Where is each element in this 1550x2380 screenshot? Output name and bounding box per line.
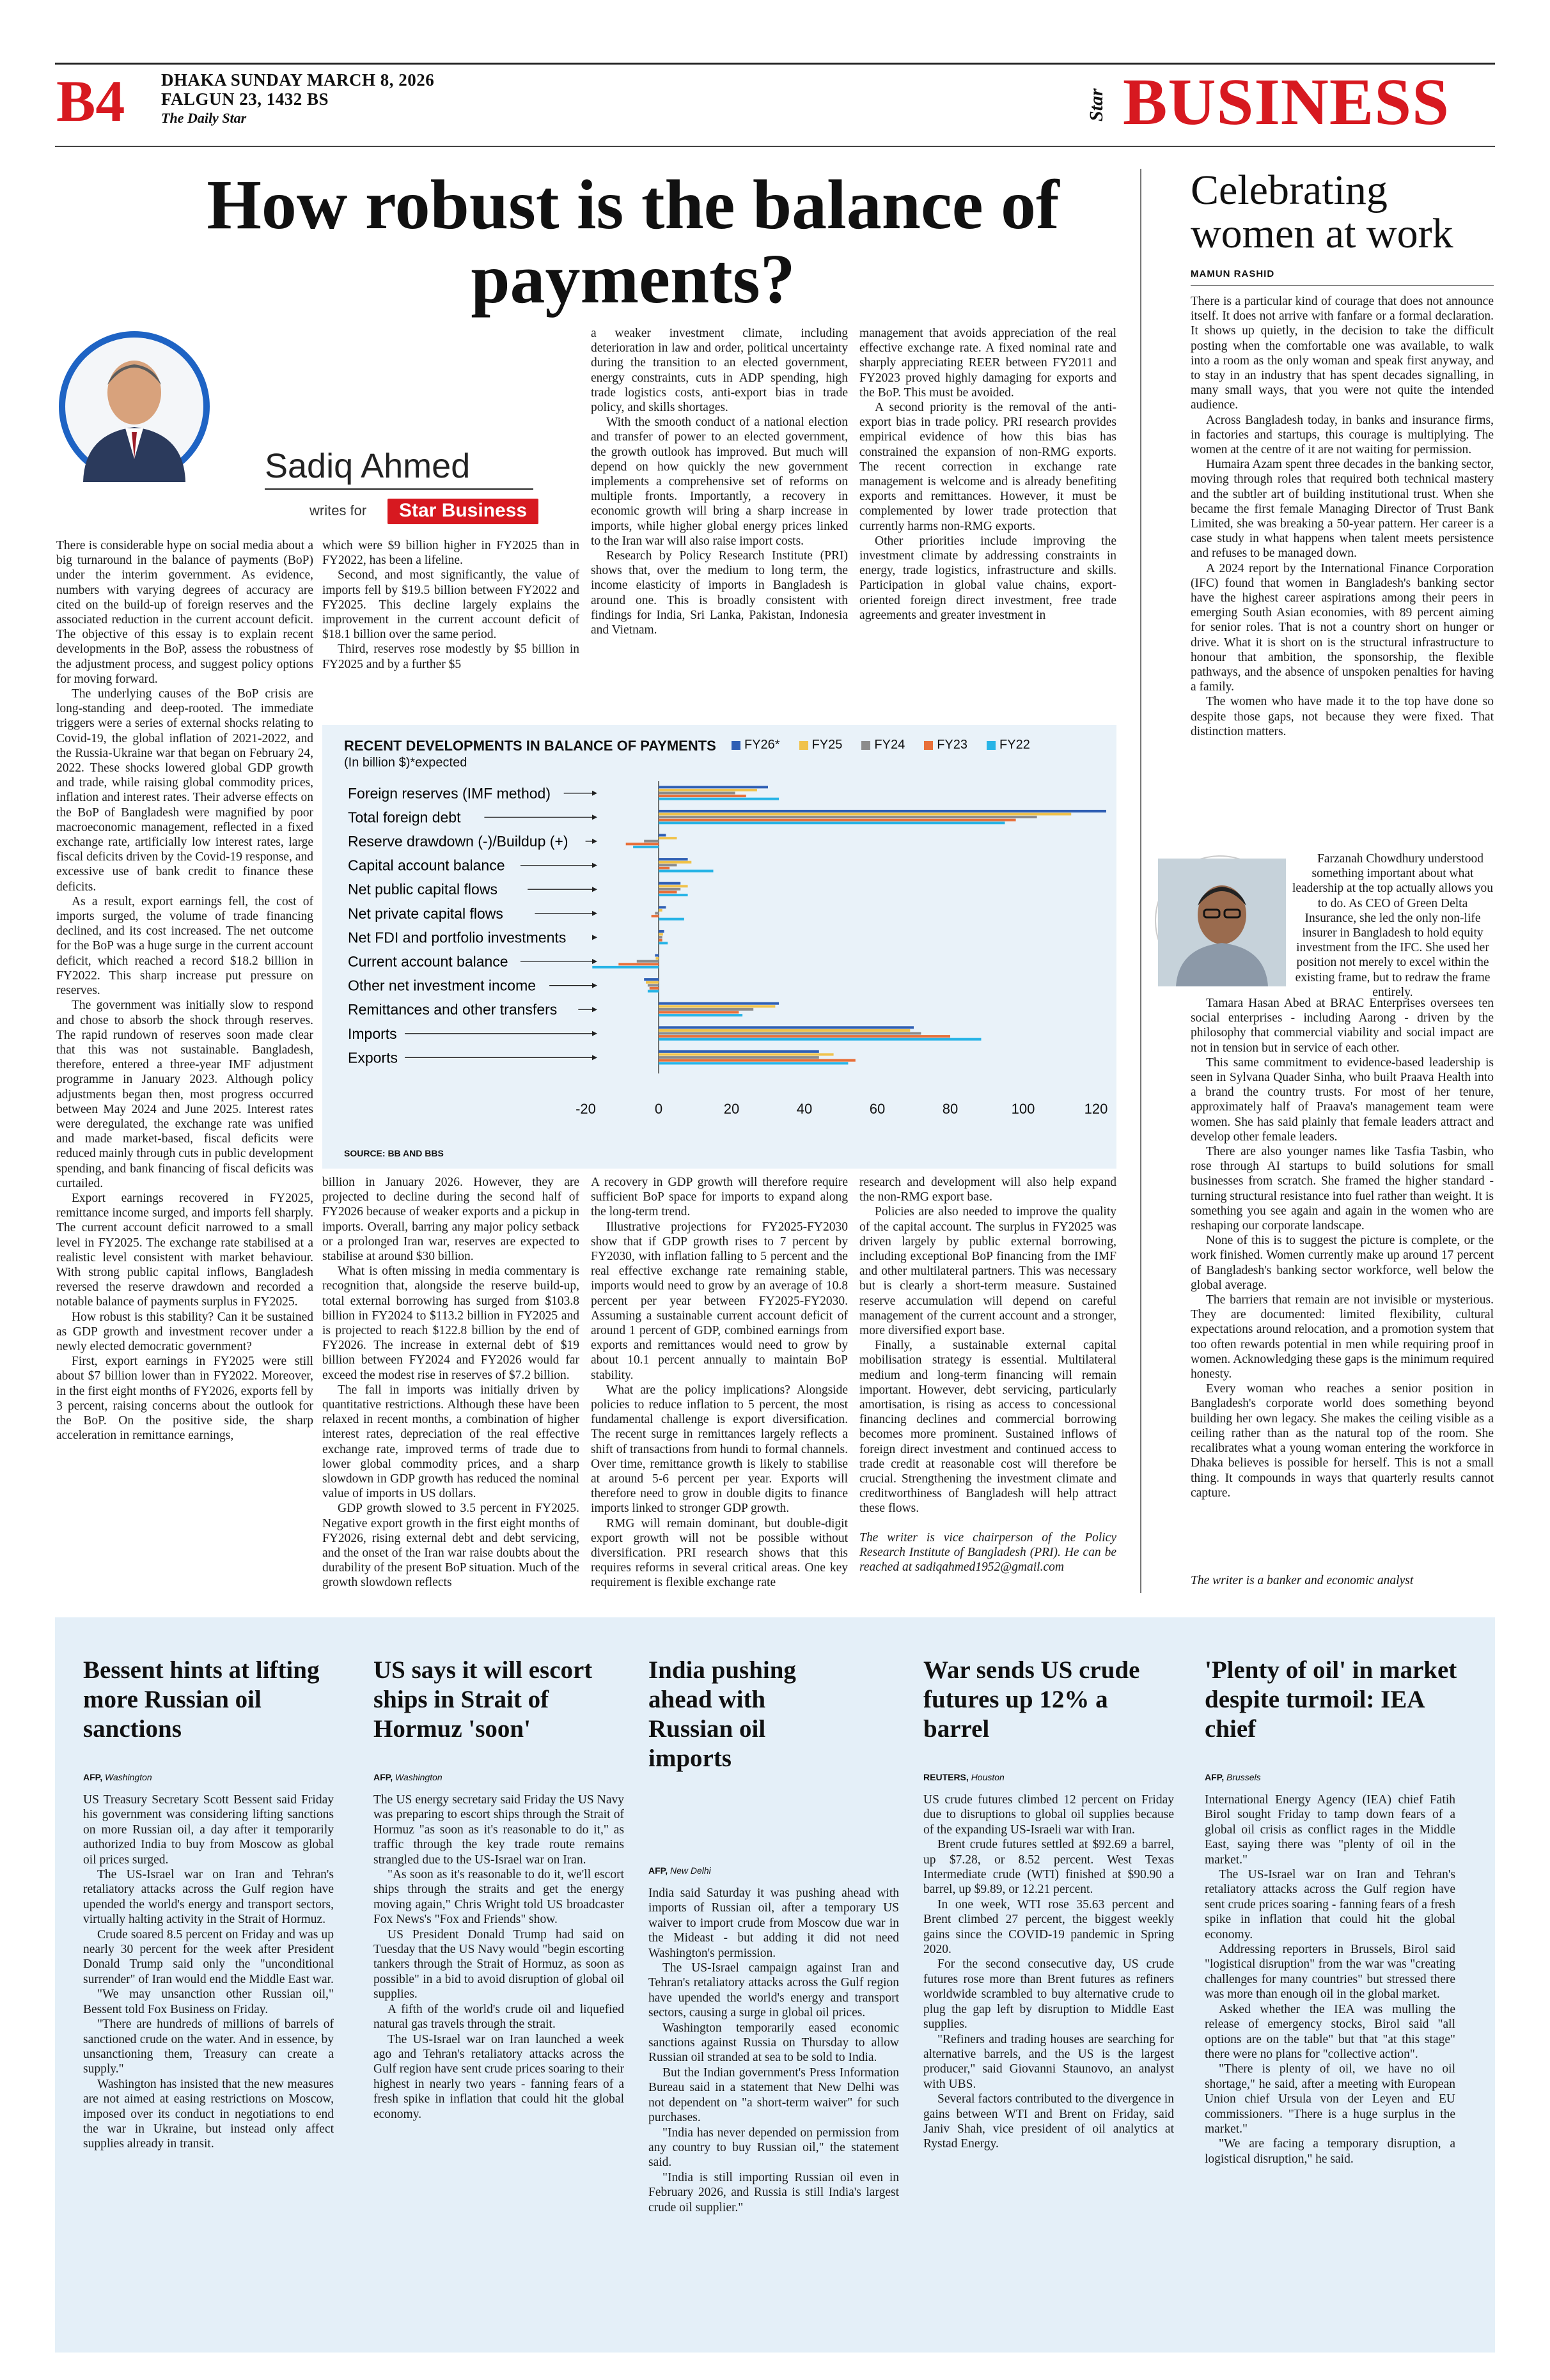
category-label: Remittances and other transfers [348, 1001, 558, 1018]
paragraph: "As soon as it's reasonable to do it, we'll escort ships through the straits and get the energy moving again," Chris Wright told US broadcaster Fox News's "Fox and Friends" show. [373, 1868, 624, 1927]
side-byline: MAMUN RASHID [1191, 268, 1275, 279]
category-arrow [592, 1007, 597, 1012]
paragraph: The government was initially slow to respond and chose to absorb the shock through reserves. The rapid rundown of reserves soon made clear that this was not sustainable. Bangladesh, therefore, entered a three-year IMF adjustment programme in January 2023. Although policy adjustments began then, most progress occurred between May 2024 and June 2025. Interest rates were deregulated, the exchange rate was unified and made market-based, fiscal deficits were reduced mainly through cuts in public development spending, and bank financing of fiscal deficits was curtailed. [56, 999, 313, 1190]
writes-for-label: writes for [309, 502, 367, 518]
main-col1 [56, 538, 313, 1592]
paragraph: Across Bangladesh today, in banks and insurance firms, in factories and startups, this courage is multiplying. The women at the centre of it are not waiting for permission. [1191, 413, 1494, 457]
bar-FY23-10 [659, 1035, 950, 1038]
paragraph: How robust is this stability? Can it be sustained as GDP growth and investment recover under a newly elected democratic government? [56, 1310, 313, 1353]
side-col-wrap [1292, 852, 1494, 999]
category-arrow [592, 863, 597, 868]
paragraph: None of this is to suggest the picture is complete, or the work finished. Women currently make up around 17 percent of Bangladesh's banking sector workforce, well below the global average. [1191, 1234, 1494, 1292]
bar-FY22-8 [648, 990, 659, 993]
main-col2-top [322, 538, 579, 715]
bar-FY25-3 [659, 861, 691, 864]
paragraph: What are the policy implications? Alongside policies to reduce inflation to 5 percent, the most fundamental challenge is export diversification. The recent surge in remittances largely reflects a shift of transactions from hundi to formal channels. Over time, remittance growth is likely to stabilise at around 5-6 percent per year. Exports will therefore need to grow in double digits to finance imports linked to stronger GDP growth. [591, 1383, 848, 1516]
bar-FY22-4 [659, 894, 688, 896]
side-col-bottom [1191, 996, 1494, 1571]
paragraph: India said Saturday it was pushing ahead with imports of Russian oil, after a temporary US waiver to import crude from Moscow due war in the Mideast - but adding it did not need Washington's permission. [648, 1886, 899, 1960]
bar-FY26-0 [659, 786, 768, 788]
category-arrow [592, 911, 597, 916]
paragraph: "We are facing a temporary disruption, a logistical disruption," he said. [1205, 2137, 1455, 2166]
paragraph: management that avoids appreciation of the real effective exchange rate. A fixed nominal rate and sharply appreciating REER between FY2011 and FY2023 proved highly damaging for exports and the BoP. This must be avoided. [859, 327, 1116, 400]
paragraph: "There is plenty of oil, we have no oil shortage," he said, after a meeting with European Union chief Ursula von der Leyen and EU commissioners. "There is a huge surplus in the market." [1205, 2062, 1455, 2136]
chart-title: RECENT DEVELOPMENTS IN BALANCE OF PAYMENTS [344, 738, 716, 754]
category-label: Net FDI and portfolio investments [348, 929, 567, 946]
story5-place: Brussels [1226, 1772, 1261, 1782]
chart-source: SOURCE: BB AND BBS [344, 1148, 444, 1158]
bar-FY22-10 [659, 1038, 981, 1041]
story3-headline: India pushing ahead with Russian oil imports [648, 1656, 796, 1772]
side-byline-rule [1191, 285, 1494, 286]
story2-agency: AFP, [373, 1772, 393, 1782]
category-label: Current account balance [348, 953, 508, 970]
main-col2-bottom [322, 1175, 579, 1592]
main-col3-top [591, 326, 848, 715]
author-note: The writer is vice chairperson of the Policy Research Institute of Bangladesh (PRI). He can be reached at sadiqahmed1952@gmail.com [859, 1530, 1116, 1575]
bar-FY23-0 [659, 795, 746, 797]
x-tick-label: 60 [869, 1101, 886, 1117]
paragraph: Export earnings recovered in FY2025, remittance income surged, and imports fell sharply. The current account deficit narrowed to a small level in FY2025. The exchange rate stabilised at a realistic level consistent with market behaviour. With strong public capital inflows, Bangladesh reversed the reserve drawdown and recorded a notable balance of payments surplus in FY2025. [56, 1191, 313, 1309]
bar-FY26-1 [659, 810, 1106, 813]
side-note: The writer is a banker and economic analyst [1191, 1574, 1414, 1587]
paragraph: "India is still importing Russian oil even in February 2026, and Russia is still India's largest crude oil supplier." [648, 2170, 899, 2214]
bar-FY25-0 [659, 789, 757, 791]
paragraph: The US-Israel war on Iran and Tehran's retaliatory attacks across the Gulf region have sent crude prices soaring - fanning fears of a fresh spike in inflation that could hit the global economy. [1205, 1868, 1455, 1941]
header-bottom-rule [55, 146, 1495, 147]
story4-agency: REUTERS, [923, 1772, 969, 1782]
bar-FY22-7 [592, 966, 659, 968]
category-arrow [592, 959, 597, 964]
bar-FY25-2 [659, 837, 677, 839]
story4-headline: War sends US crude futures up 12% a barrel [923, 1656, 1140, 1743]
side-photo [1156, 857, 1284, 984]
story5-headline: 'Plenty of oil' in market despite turmoil: IEA chief [1205, 1656, 1457, 1743]
paragraph: Asked whether the IEA was mulling the release of emergency stocks, Birol said "all options are on the table" but that "at this stage" there were no plans for "collective action". [1205, 2002, 1455, 2061]
paragraph: The fall in imports was initially driven by quantitative restrictions. Although these have been relaxed in recent months, a combination of higher interest rates, depreciation of the real effective exchange rate, improved terms of trade due to lower global commodity prices, and a sharp slowdown in GDP growth has reduced the nominal value of imports in US dollars. [322, 1383, 579, 1501]
chart-subtitle: (In billion $)*expected [344, 756, 467, 770]
paragraph: research and development will also help expand the non-RMG export base. [859, 1176, 1116, 1204]
paragraph: Third, reserves rose modestly by $5 billion in FY2025 and by a further $5 [322, 642, 579, 671]
bar-FY25-8 [646, 981, 659, 984]
dateline-date: DHAKA SUNDAY MARCH 8, 2026 [161, 70, 435, 89]
bar-FY26-10 [659, 1026, 914, 1029]
bar-FY24-8 [648, 984, 659, 986]
chart-plot [322, 725, 1116, 1169]
legend-label: FY23 [937, 738, 968, 752]
story1-headline: Bessent hints at lifting more Russian oil sanctions [83, 1656, 320, 1743]
x-tick-label: 80 [942, 1101, 959, 1117]
category-label: Total foreign debt [348, 809, 461, 826]
star-business-badge: Star Business [388, 499, 538, 524]
bar-FY22-9 [659, 1014, 742, 1016]
paragraph: As a result, export earnings fell, the cost of imports surged, the volume of trade financing declined, and its cost increased. The net outcome for the BoP was a huge surge in the current account deficit, which reached a record $18.2 billion in FY2022. This sharp increase put pressure on reserves. [56, 894, 313, 998]
paragraph: There is considerable hype on social media about a big turnaround in the balance of payments (BoP) under the interim government. As evidence, numbers with varying degrees of accuracy are cited on the build-up of foreign reserves and the associated reduction in the current account deficit. The objective of this essay is to explain recent developments in the BoP, assess the robustness of the adjustment process, and suggest policy options for moving forward. [56, 539, 313, 686]
bar-FY24-4 [659, 888, 680, 891]
paragraph: Washington has insisted that the new measures are not aimed at easing restrictions on Moscow, imposed over its conduct in negotiations to end the war in Ukraine, but instead only affect supplies already in transit. [83, 2077, 334, 2151]
author-photo [59, 331, 210, 482]
category-label: Exports [348, 1049, 398, 1066]
masthead-small: The Daily Star [161, 110, 247, 126]
bar-FY24-11 [659, 1056, 819, 1059]
paragraph: Humaira Azam spent three decades in the banking sector, moving through roles that required both technical mastery and the subtler art of building institutional trust. When she became the first female Managing Director of Trust Bank Limited, she was breaking a 50-year pattern. Her career is a case study in what happens when talent meets persistence and refuses to be managed down. [1191, 458, 1494, 561]
bar-FY24-3 [659, 864, 677, 866]
story3-credit [648, 1865, 711, 1876]
paragraph: The US-Israel war on Iran and Tehran's retaliatory attacks across the Gulf region have upended the world's energy and transport sectors, virtually halting activity in the Strait of Hormuz. [83, 1868, 334, 1927]
bar-FY22-3 [659, 870, 714, 873]
paragraph: Several factors contributed to the divergence in gains between WTI and Brent on Friday, said Janiv Shah, vice president of oil analytics at Rystad Energy. [923, 2092, 1174, 2151]
paragraph: which were $9 billion higher in FY2025 than in FY2022, has been a lifeline. [322, 539, 579, 568]
category-arrow [592, 1055, 597, 1060]
paragraph: International Energy Agency (IEA) chief Fatih Birol sought Friday to tamp down fears of a global oil crisis as conflict rages in the Middle East, saying there was "plenty of oil in the market." [1205, 1793, 1455, 1867]
paragraph: a weaker investment climate, including deterioration in law and order, political uncertainty during the transition to an elected government, energy constraints, cuts in ADP spending, high trade logistics costs, anti-export bias in trade policy, and skills shortages. [591, 327, 848, 415]
story2-headline: US says it will escort ships in Strait of Hormuz 'soon' [373, 1656, 593, 1743]
story2-credit [373, 1772, 442, 1782]
paragraph: US Treasury Secretary Scott Bessent said Friday his government was considering lifting sanctions on more Russian oil, a day after it temporarily authorized India to buy from Moscow as global oil prices surged. [83, 1793, 334, 1867]
category-label: Capital account balance [348, 857, 505, 874]
bar-FY22-1 [659, 821, 1005, 824]
author-underline [265, 488, 533, 490]
main-col4-top [859, 326, 1116, 715]
bar-FY24-5 [655, 912, 659, 915]
bar-FY24-1 [659, 816, 1037, 818]
category-arrow [592, 839, 597, 844]
bar-FY23-2 [626, 843, 659, 845]
bar-FY23-6 [659, 939, 662, 942]
side-headline: Celebrating women at work [1191, 167, 1453, 257]
section-name: BUSINESS [1123, 65, 1450, 139]
bar-FY24-9 [659, 1008, 753, 1011]
bar-FY22-5 [659, 918, 684, 921]
category-label: Imports [348, 1025, 397, 1042]
bar-FY26-11 [659, 1050, 819, 1053]
bop-chart [322, 725, 1116, 1169]
x-tick-label: 100 [1011, 1101, 1035, 1117]
paragraph: Tamara Hasan Abed at BRAC Enterprises oversees ten social enterprises - including Aarong - driven by the philosophy that commercial viability and social impact are not in tension but in service of each other. [1191, 997, 1494, 1055]
story4-body [923, 1793, 1174, 2336]
paragraph: A second priority is the removal of the anti-export bias in trade policy. PRI research provides empirical evidence of how this bias has constrained the expansion of non-RMG exports. The recent correction in exchange rate management is welcome and is already benefiting exports and remittances. However, it must be complemented by lower trade protection that currently harms non-RMG exports. [859, 401, 1116, 533]
story3-body [648, 1886, 899, 2333]
bar-FY26-7 [655, 954, 659, 957]
side-col-top [1191, 294, 1494, 844]
paragraph: A 2024 report by the International Finance Corporation (IFC) found that women in Bangladesh's banking sector have the highest career aspirations among their peers in emerging South Asian economies, with 89 percent aiming for senior roles. That is not a country short on hunger or drive. What it is short on is the structural infrastructure to honour that ambition, the sponsorship, the flexible pathways, and the absence of unspoken penalties for having a family. [1191, 561, 1494, 694]
x-tick-label: 120 [1084, 1101, 1108, 1117]
bar-FY23-11 [659, 1059, 856, 1062]
legend-label: FY25 [811, 738, 843, 752]
bar-FY24-7 [637, 960, 659, 963]
paragraph: Finally, a sustainable external capital mobilisation strategy is essential. Multilateral medium and long-term financing will remain important. However, debt servicing, particularly amortisation, is rising as access to concessional financing declines and commercial borrowing becomes more prominent. Sustained inflows of foreign direct investment and continued access to trade credit at reasonable cost will therefore be crucial. Strengthening the investment climate and creditworthiness of Bangladesh will help attract these flows. [859, 1339, 1116, 1516]
bar-FY26-3 [659, 858, 688, 860]
bar-FY22-0 [659, 798, 779, 800]
paragraph: This same commitment to evidence-based leadership is seen in Sylvana Quader Sinha, who built Praava Health into a brand the country trusts. For most of her tenure, approximately half of Praava's management team were women. She has said plainly that female leaders attract and develop other female leaders. [1191, 1055, 1494, 1144]
paragraph: But the Indian government's Press Information Bureau said in a statement that New Delhi was not dependent on "a short-term waiver" for such purchases. [648, 2065, 899, 2125]
dateline-bangla: FALGUN 23, 1432 BS [161, 89, 329, 109]
story5-agency: AFP, [1205, 1772, 1225, 1782]
bar-FY24-2 [644, 840, 659, 843]
paragraph: A recovery in GDP growth will therefore require sufficient BoP space for imports to expand along the long-term trend. [591, 1176, 848, 1219]
paragraph: For the second consecutive day, US crude futures rose more than Brent futures as refiners worldwide scrambled to buy alternative crude to plug the gap left by disruption to Middle East supplies. [923, 1957, 1174, 2032]
x-tick-label: 0 [654, 1101, 663, 1117]
bar-FY26-9 [659, 1002, 779, 1005]
story2-body [373, 1793, 624, 2336]
paragraph: Policies are also needed to improve the quality of the capital account. The surplus in FY2025 was driven largely by public external borrowing, including exceptional BoP financing from the IMF and other multilateral partners. This was necessary but is clearly a short-term measure. Sustained reserve accumulation will depend on careful management of the current account and a stronger, more diversified export base. [859, 1205, 1116, 1338]
story5-body [1205, 1793, 1455, 2336]
bar-FY25-4 [659, 885, 688, 887]
bar-FY22-6 [659, 942, 668, 944]
paragraph: The US energy secretary said Friday the US Navy was preparing to escort ships through the Strait of Hormuz "as soon as it's reasonable to do it," as traffic through the key trade route remains strangled due to the US-Israel war on Iran. [373, 1793, 624, 1867]
paragraph: The underlying causes of the BoP crisis are long-standing and deep-rooted. The immediate triggers were a series of external shocks relating to Covid-19, the global inflation of 2021-2022, and the Russia-Ukraine war that began on February 24, 2022. These shocks lowered global GDP growth and trade, while raising global commodity prices, inflation and interest rates. Their adverse effects on the BoP of Bangladesh were magnified by poor macroeconomic management, reflected in a fixed exchange rate, artificially low interest rates, large fiscal deficits driven by the Covid-19 response, and excessive use of bank credit to finance these deficits. [56, 687, 313, 894]
bar-FY22-2 [633, 846, 659, 848]
paragraph: US President Donald Trump had said on Tuesday that the US Navy would "begin escorting tankers through the Strait of Hormuz, as soon as possible" in a bid to avoid disruption of global oil supplies. [373, 1927, 624, 2002]
bar-FY24-0 [659, 792, 735, 795]
paragraph: Washington temporarily eased economic sanctions against Russia on Thursday to allow Russian oil stranded at sea to be sold to India. [648, 2021, 899, 2065]
main-headline: How robust is the balance of payments? [207, 166, 1060, 318]
bar-FY25-7 [655, 957, 659, 960]
main-col4-bottom [859, 1175, 1116, 1592]
paragraph: There is a particular kind of courage that does not announce itself. It does not arrive with fanfare or a formal declaration. It shows up quietly, in the decision to take the difficult posting when the comfortable one was available, to walk into a room as the only woman and speak first anyway, and to stay in an industry that has spent decades signalling, in many small ways, that you were not quite the intended audience. [1191, 295, 1494, 412]
category-label: Other net investment income [348, 977, 536, 994]
story3-place: New Delhi [669, 1865, 711, 1876]
bar-FY23-1 [659, 819, 1016, 821]
category-arrow [592, 935, 597, 940]
paragraph: billion in January 2026. However, they are projected to decline during the second half of FY2026 because of weaker exports and a pickup in imports. Overall, barring any major policy setback or a prolonged Iran war, reserves are expected to stabilise at around $30 billion. [322, 1176, 579, 1264]
main-col3-bottom [591, 1175, 848, 1592]
category-arrow [592, 791, 597, 796]
paragraph: With the smooth conduct of a national election and transfer of power to an elected government, the growth outlook has improved. But much will depend on how quickly the new government implements a comprehensive set of reforms on multiple fronts. Importantly, a recovery in economic growth will bring a sharp increase in imports, while higher global energy prices linked to the Iran war will also raise import costs. [591, 416, 848, 548]
paragraph: GDP growth slowed to 3.5 percent in FY2025. Negative export growth in the first eight months of FY2026, rising external debt and debt servicing, and the onset of the Iran war raise doubts about the durability of the present BoP situation. Much of the growth slowdown reflects [322, 1502, 579, 1590]
page-number: B4 [56, 68, 125, 134]
column-rule-main [1140, 169, 1141, 1593]
bar-FY25-1 [659, 813, 1071, 816]
paragraph: RMG will remain dominant, but double-digit export growth will not be possible without diversification. PRI research shows that this requires reforms in several critical areas. One key requirement is flexible exchange rate [591, 1516, 848, 1590]
bar-FY23-7 [618, 963, 659, 965]
author-name: Sadiq Ahmed [265, 447, 471, 485]
bar-FY25-6 [659, 933, 663, 936]
legend-label: FY26* [744, 738, 780, 752]
paragraph: The barriers that remain are not invisible or mysterious. They are documented: limited flexibility, cultural expectations around relocation, and a promotion system that too often rewards potential in men while requiring proof in women. Acknowledging these gaps is the minimum required honesty. [1191, 1293, 1494, 1381]
category-arrow [592, 887, 597, 892]
category-label: Reserve drawdown (-)/Buildup (+) [348, 833, 568, 850]
top-rule [55, 63, 1495, 65]
bar-FY24-10 [659, 1032, 921, 1035]
paragraph: What is often missing in media commentary is recognition that, alongside the reserve build-up, total external borrowing has surged from $103.8 billion in FY2024 to $113.2 billion in FY2025 and is projected to reach $122.8 billion by the end of FY2026. The increase in external debt of $19 billion between FY2024 and FY2026 would far exceed the modest rise in reserves of $7.2 billion. [322, 1264, 579, 1382]
paragraph: First, export earnings in FY2025 were still about $7 billion lower than in FY2022. Moreover, in the first eight months of FY2026, exports fell by 3 percent, raising concerns about the outlook for the BoP. On the positive side, the sharp acceleration in remittance earnings, [56, 1355, 313, 1443]
story1-agency: AFP, [83, 1772, 103, 1782]
paragraph: There are also younger names like Tasfia Tasbin, who rose through AI startups to build solutions for small businesses from scratch. She framed the higher standard - turning structural resistance into fuel rather than weight. It is something you see again and again in the women who are reshaping our corporate landscape. [1191, 1145, 1494, 1233]
legend-label: FY22 [999, 738, 1030, 752]
paragraph: "We may unsanction other Russian oil," Bessent told Fox Business on Friday. [83, 1987, 334, 2016]
paragraph: Brent crude futures settled at $92.69 a barrel, up $7.28, or 8.52 percent. West Texas Intermediate crude (WTI) finished at $90.90 a barrel, up $9.89, or 12.21 percent. [923, 1838, 1174, 1897]
paragraph: US crude futures climbed 12 percent on Friday due to disruptions to global oil supplies because of the expanding US-Israeli war with Iran. [923, 1793, 1174, 1837]
bar-FY26-4 [659, 882, 680, 885]
paragraph: Farzanah Chowdhury understood something important about what leadership at the top actually allows you to do. As CEO of Green Delta Insurance, she led the only non-life insurer in Bangladesh to hold equity investment from the IFC. She used her position not merely to excel within the existing frame, but to redraw the frame entirely. [1292, 852, 1494, 999]
story1-credit [83, 1772, 152, 1782]
bar-FY26-8 [644, 978, 659, 981]
category-label: Net public capital flows [348, 881, 497, 898]
story2-place: Washington [395, 1772, 442, 1782]
paragraph: The women who have made it to the top have done so despite those gaps, not because they were fixed. That distinction matters. [1191, 695, 1494, 738]
legend-label: FY24 [874, 738, 905, 752]
paragraph: The US-Israel campaign against Iran and Tehran's retaliatory attacks across the Gulf region have upended the world's energy and transport sectors, causing a surge in global oil prices. [648, 1961, 899, 2020]
category-arrow [592, 1031, 597, 1036]
story4-credit [923, 1772, 1005, 1782]
bar-FY23-8 [650, 987, 659, 990]
paragraph: The US-Israel war on Iran launched a week ago and Tehran's retaliatory attacks across the Gulf region have sent crude prices soaring to their highest in nearly two years - fanning fears of a fresh spike in inflation that could hit the global economy. [373, 2032, 624, 2121]
paragraph: In one week, WTI rose 35.63 percent and Brent climbed 27 percent, the biggest weekly gains since the COVID-19 pandemic in Spring 2020. [923, 1897, 1174, 1957]
paragraph: Crude soared 8.5 percent on Friday and was up nearly 30 percent for the week after President Donald Trump said only the "unconditional surrender" of Iran would end the Middle East war. [83, 1927, 334, 1986]
story5-credit [1205, 1772, 1261, 1782]
paragraph: "India has never depended on permission from any country to buy Russian oil," the statement said. [648, 2126, 899, 2170]
story3-agency: AFP, [648, 1865, 668, 1876]
x-tick-label: -20 [575, 1101, 596, 1117]
bar-FY22-11 [659, 1062, 848, 1064]
paragraph: A fifth of the world's crude oil and liquefied natural gas travels through the strait. [373, 2002, 624, 2032]
category-label: Net private capital flows [348, 905, 503, 922]
bar-FY25-10 [659, 1029, 910, 1032]
section-star-logo: Star [1086, 88, 1107, 121]
x-tick-label: 40 [796, 1101, 813, 1117]
x-tick-label: 20 [723, 1101, 740, 1117]
paragraph: "There are hundreds of millions of barrels of sanctioned crude on the water. And in essence, by unsanctioning them, Treasury can create a supply." [83, 2018, 334, 2076]
bar-FY26-6 [659, 930, 664, 933]
bar-FY25-5 [659, 909, 662, 912]
story1-place: Washington [104, 1772, 152, 1782]
paragraph: Addressing reporters in Brussels, Birol said "logistical disruption" from the war was "creating challenges for many countries" but stressed there was more than enough oil in the global market. [1205, 1943, 1455, 2002]
story4-place: Houston [971, 1772, 1005, 1782]
category-arrow [592, 983, 597, 988]
paragraph: Second, and most significantly, the value of imports fell by $19.5 billion between FY2022 and FY2025. This decline largely explains the improvement in the current account deficit of $18.1 billion over the same period. [322, 568, 579, 642]
paragraph: Other priorities include improving the investment climate by addressing constraints in energy, trade logistics, infrastructure and skills. Participation in global value chains, export-oriented foreign direct investment, free trade agreements and greater investment in [859, 534, 1116, 622]
paragraph: Every woman who reaches a senior position in Bangladesh's corporate world does something beyond building her own legacy. She makes the ceiling visible as a ceiling rather than as the natural top of the room. She recalibrates what a young woman entering the workforce in Dhaka believes is possible for herself. This is not a small thing. It compounds in ways that quarterly results cannot capture. [1191, 1382, 1494, 1500]
paragraph: Research by Policy Research Institute (PRI) shows that, over the medium to long term, the income elasticity of imports in Bangladesh is around one. This is broadly consistent with findings for India, Sri Lanka, Pakistan, Indonesia and Vietnam. [591, 549, 848, 637]
bar-FY23-9 [659, 1011, 739, 1014]
author-portrait-icon [59, 331, 210, 482]
bar-FY25-11 [659, 1054, 834, 1056]
bar-FY26-5 [659, 906, 666, 908]
bar-FY23-4 [659, 891, 677, 894]
bar-FY26-2 [659, 834, 666, 837]
bar-FY23-3 [659, 867, 669, 869]
paragraph: Illustrative projections for FY2025-FY2030 show that if GDP growth rises to 7 percent by FY2030, with inflation falling to 5 percent and the real effective exchange rate remaining stable, imports would need to grow by an average of 10.8 percent per year between FY2025-FY2030. Assuming a sustainable current account deficit of around 1 percent of GDP, combined earnings from exports and remittances would need to grow by about 10.1 percent annually to maintain BoP stability. [591, 1220, 848, 1382]
bar-FY25-9 [659, 1005, 775, 1007]
paragraph: "Refiners and trading houses are searching for alternative barrels, and the US is the largest producer," said Giovanni Staunovo, an analyst with UBS. [923, 2032, 1174, 2091]
bar-FY24-6 [659, 936, 662, 938]
story1-body [83, 1793, 334, 2336]
bar-FY23-5 [652, 915, 659, 917]
side-portrait-icon [1158, 859, 1286, 986]
category-label: Foreign reserves (IMF method) [348, 784, 551, 802]
category-arrow [592, 814, 597, 820]
